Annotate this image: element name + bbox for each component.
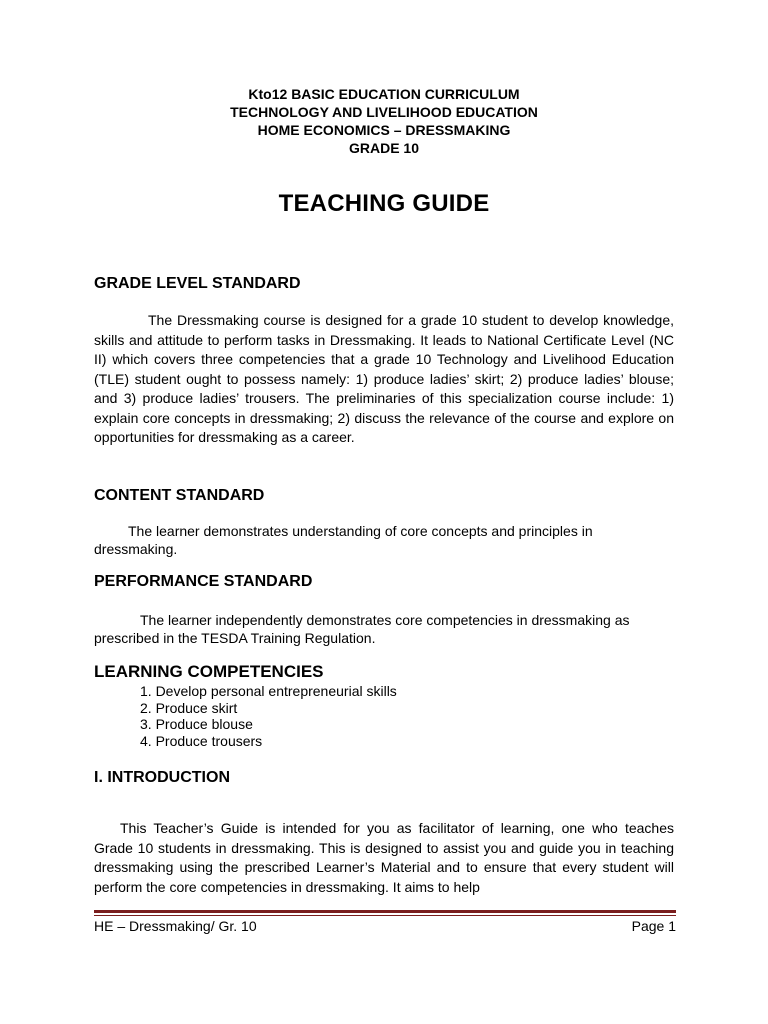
learning-competencies-heading: LEARNING COMPETENCIES [94, 662, 324, 681]
content-standard-heading: CONTENT STANDARD [94, 487, 265, 504]
footer-course-label: HE – Dressmaking/ Gr. 10 [94, 918, 257, 934]
footer-rule-thick [94, 910, 676, 913]
page-title: TEACHING GUIDE [278, 190, 490, 217]
content-standard-body: The learner demonstrates understanding of core concepts and principles in dressmaking. [94, 523, 593, 557]
list-item: 4. Produce trousers [140, 732, 263, 749]
competencies-list [140, 683, 397, 749]
list-item: 3. Produce blouse [140, 716, 253, 733]
header-line-1: Kto12 BASIC EDUCATION CURRICULUM [248, 86, 520, 102]
performance-standard-body: The learner independently demonstrates core competencies in dressmaking as prescribed in the TESDA Training Regulation. [94, 612, 630, 646]
list-item: 1. Develop personal entrepreneurial skills [140, 683, 397, 699]
introduction-heading: I. INTRODUCTION [94, 769, 230, 786]
footer-rule-thin [94, 915, 676, 916]
header-line-2: TECHNOLOGY AND LIVELIHOOD EDUCATION [230, 104, 538, 120]
grade-level-body: The Dressmaking course is designed for a grade 10 student to develop knowledge, skills and attitude to perform tasks in Dressmaking. It leads to National Certificate Level (NC II) which covers three competencies that a grade 10 Technology and Livelihood Education (TLE) student ought to possess namely: 1) produce ladies’ skirt; 2) produce ladies’ blouse; and 3) produce ladies’ trousers. The preliminaries of this specialization course include: 1) explain core concepts in dressmaking; 2) discuss the relevance of the course and explore on opportunities for dressmaking as a career. [94, 312, 674, 445]
header-line-3: HOME ECONOMICS – DRESSMAKING [257, 122, 511, 138]
grade-level-heading: GRADE LEVEL STANDARD [94, 275, 301, 292]
page-number: Page 1 [631, 918, 676, 934]
header-line-4: GRADE 10 [348, 140, 420, 156]
performance-standard-heading: PERFORMANCE STANDARD [94, 573, 313, 590]
curriculum-header [0, 85, 768, 157]
list-item: 2. Produce skirt [140, 699, 238, 716]
introduction-body: This Teacher’s Guide is intended for you as facilitator of learning, one who teaches Grade 10 students in dressmaking. This is designed to assist you and guide you in teaching dressmaking using the prescribed Learner’s Material and to ensure that every student will perform the core competencies in dressmaking. It aims to help [94, 820, 674, 895]
